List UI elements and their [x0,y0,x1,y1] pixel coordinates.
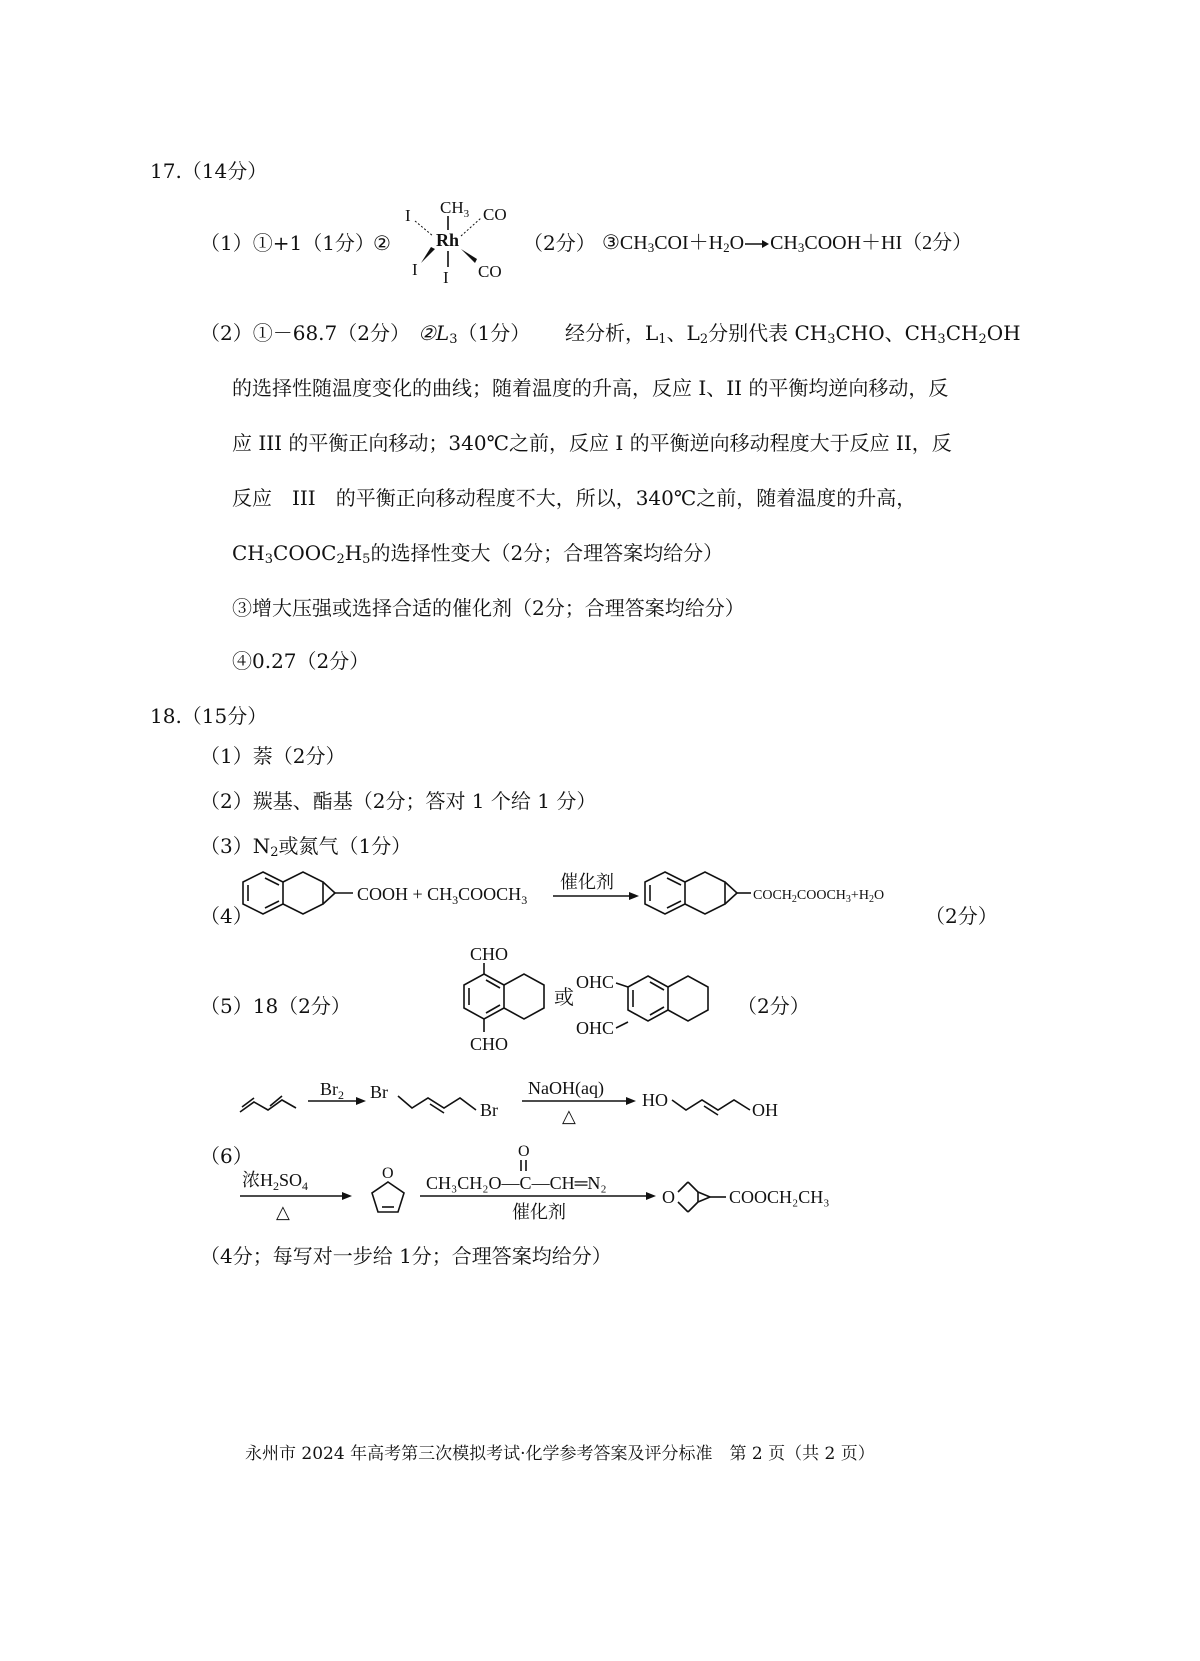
naoh-label: NaOH(aq) [528,1078,604,1098]
ch3-label: $CH_3$ [440,198,470,220]
q17-2-part-a: （2）①－68.7（2分） [200,321,410,345]
q18-6-note: （4分；每写对一步给 1分；合理答案均给分） [200,1244,612,1268]
heat-symbol: △ [562,1106,576,1126]
q18-4-score: （2分） [925,904,998,928]
q18-1: （1）萘（2分） [200,744,346,768]
ho-label: HO [642,1090,668,1110]
svg-text:OHC: OHC [576,972,615,992]
svg-text:CHO: CHO [470,944,509,964]
q18-4-reaction [235,862,935,942]
q18-5-label: （5）18（2分） [200,994,351,1018]
bicyclic-product [662,1182,726,1212]
i-lower-left: I [412,260,418,279]
rh-complex-structure [395,193,520,293]
i-bottom: I [443,268,449,287]
reactant-formula: COOH + $CH_3COOCH_3$ [357,884,528,907]
q17-2-line5: $CH_3COOC_2H_5$的选择性变大（2分；合理答案均给分） [232,541,724,567]
q17-2-line2: 的选择性随温度变化的曲线；随着温度的升高，反应 I、II 的平衡均逆向移动，反 [232,376,949,400]
dialdehyde-isomer-2 [576,972,708,1038]
q18-6-step2 [232,1136,892,1226]
dialdehyde-isomer-1 [464,944,544,1054]
br-left: Br [370,1082,388,1102]
or-label: 或 [554,987,574,1009]
page-footer: 永州市 2024 年高考第三次模拟考试·化学参考答案及评分标准 第 2 页（共 2 页） [245,1444,875,1464]
h2so4-label: 浓$H_2SO_4$ [242,1170,309,1193]
dihydrofuran [372,1165,404,1212]
product-formula: $COCH_2COOCH_3+H_2O$ [753,888,885,905]
q18-heading: 18.（15分） [150,704,268,728]
br2-label: $Br_2$ [320,1079,344,1102]
i-upper-left: I [405,206,411,225]
q17-2-part-b: $②L_3(1$分） [418,321,531,347]
diazo-reagent: CH₃CH₂O—C—CH═N₂ [426,1173,607,1193]
catalyst-label: 催化剂 [560,872,614,892]
q17-1-part-d: $③CH_3COI+H_2O$ $CH_3COOH+HI(2$分） [602,232,973,255]
br-right: Br [480,1100,498,1120]
svg-text:O: O [382,1165,394,1182]
catalyst-label-2: 催化剂 [512,1202,566,1222]
q17-2-line3: 应 III 的平衡正向移动；340℃之前，反应 I 的平衡逆向移动程度大于反应 II，反 [232,431,952,455]
q17-1-part-a: （1）①+1（1分） [200,231,375,255]
q18-5-score: （2分） [737,994,810,1018]
oh-label: OH [752,1100,778,1120]
q18-6-step1 [232,1074,832,1134]
reaction-arrow [744,239,770,249]
ester-group: COOCH₂CH₃ [729,1187,830,1207]
q17-1-part-b: ② [373,231,391,255]
heat-symbol-2: △ [276,1202,290,1222]
co-upper: CO [483,205,507,224]
q18-3: $(3)N_2$或氮气（1分） [200,834,412,860]
svg-text:OHC: OHC [576,1018,615,1038]
co-lower: CO [478,262,502,281]
q18-4-label: （4） [200,904,253,928]
q17-heading: 17.（14分） [150,159,268,183]
q17-2-part-c: 经分析，$L_1$、$L_2$分别代表 $CH_3CHO$、$CH_3CH_2OH$ [565,321,1021,347]
q18-6-label: （6） [200,1144,253,1168]
q17-2-line6: ③增大压强或选择合适的催化剂（2分；合理答案均给分） [232,596,745,620]
svg-text:O: O [662,1187,675,1207]
tricyclic-reactant [243,872,353,914]
tricyclic-product [645,872,751,914]
q17-2-line4: 反应 III 的平衡正向移动程度不大，所以，340℃之前，随着温度的升高， [232,486,917,510]
q17-1-part-c: （2分） [523,231,596,255]
q18-2: （2）羰基、酯基（2分；答对 1 个给 1 分） [200,789,597,813]
q17-2-line7: ④0.27（2分） [232,649,370,673]
carbonyl-o: O [518,1143,530,1160]
rh-label: Rh [436,230,460,250]
q18-5-structures [440,940,750,1070]
svg-text:CHO: CHO [470,1034,509,1054]
